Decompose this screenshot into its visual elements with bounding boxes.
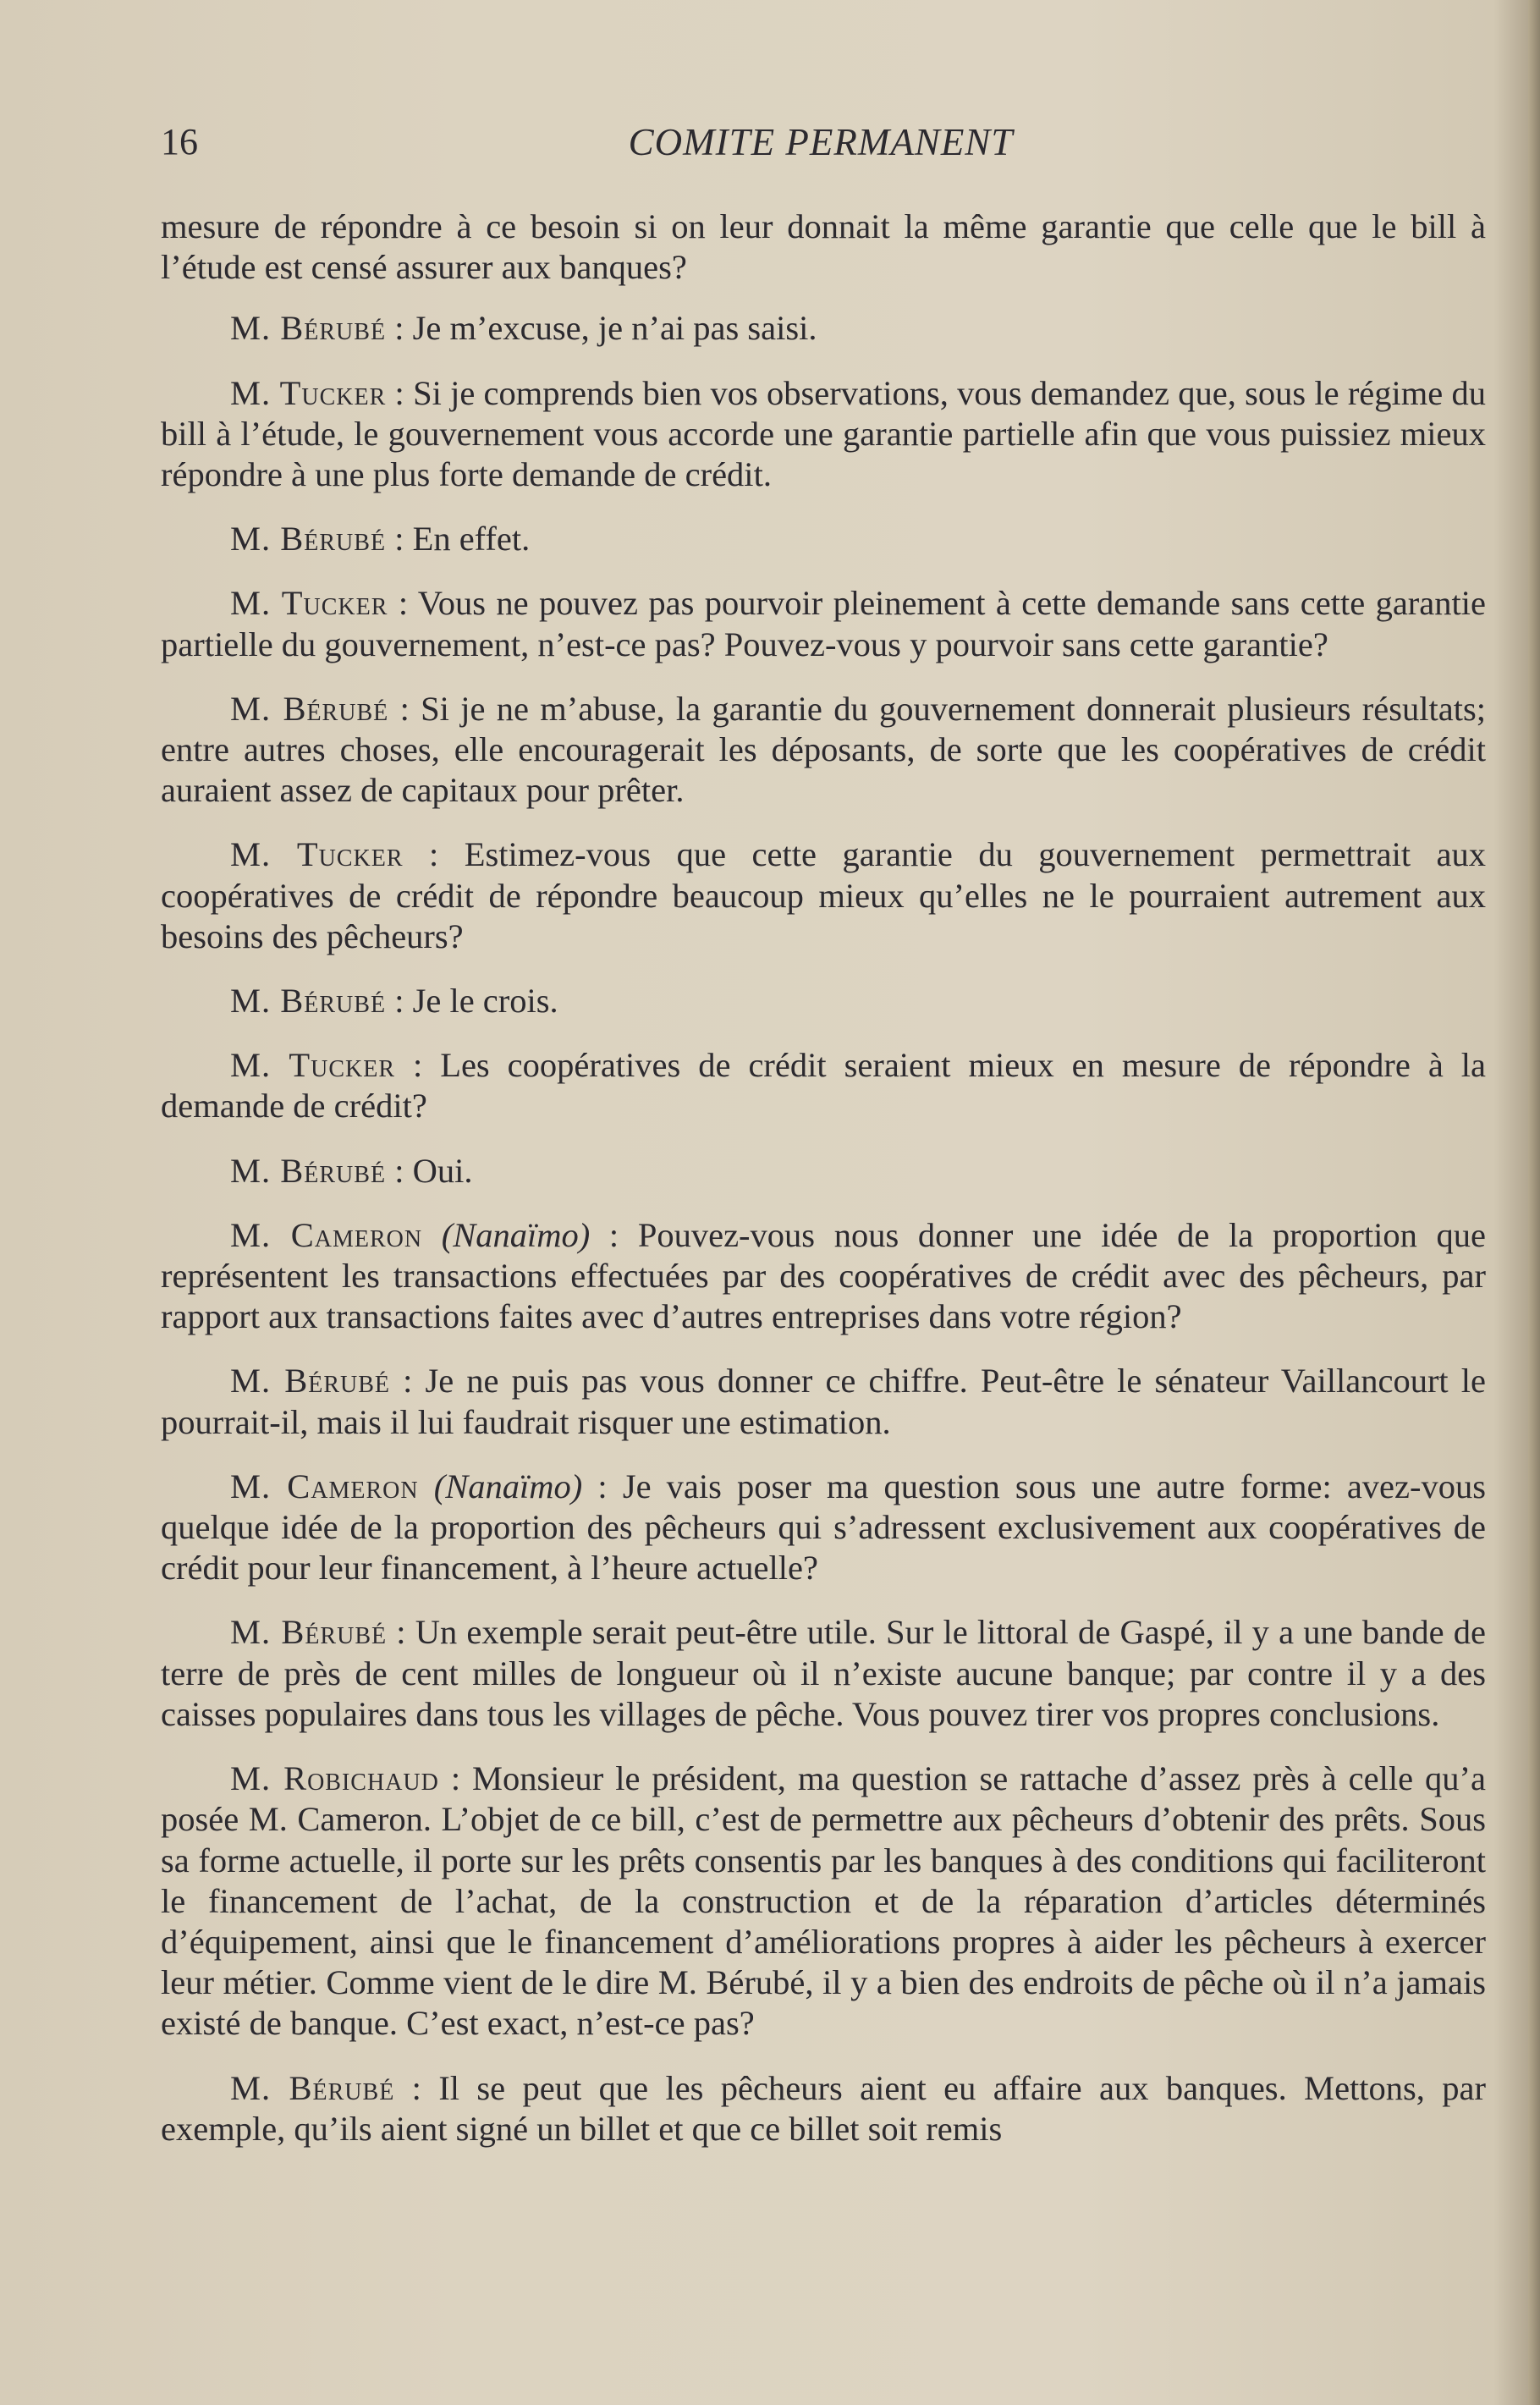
speaker-name: M. Bérubé — [230, 1613, 388, 1652]
speaker-separator: : — [394, 309, 404, 348]
speaker-name: M. Tucker — [230, 1046, 395, 1085]
page-number: 16 — [161, 121, 198, 162]
paragraph-text: Il se peut que les pêcheurs aient eu affaire aux banques. Mettons, par exemple, qu’ils aient signé un billet et que ce billet soit remis — [161, 2068, 1487, 2148]
speaker-name: M. Tucker — [230, 584, 388, 623]
speaker-name: M. Tucker — [230, 835, 404, 874]
transcript-body — [161, 206, 1486, 2173]
speaker-separator: : — [394, 982, 404, 1021]
speaker-name: M. Bérubé — [230, 2068, 395, 2107]
paragraph-text: Je vais poser ma question sous une autre forme: avez-vous quelque idée de la proportion des pêcheurs qui s’adressent exclusivement aux coopératives de crédit pour leur financement, à l’heure actuelle? — [161, 1467, 1486, 1588]
paragraph-text: Monsieur le président, ma question se rattache d’assez près à celle qu’a posée M. Cameron. L’objet de ce bill, c’est de permettre aux pêcheurs d’obtenir des prêts. Sous sa forme actuelle, il porte sur les prêts consentis par les banques à des conditions qui faciliteront le financement de l’achat, de la construction et de la réparation d’articles déterminés d’équipement, ainsi que le financement d’améliorations propres à aider les pêcheurs à exercer leur métier. Comme vient de le dire M. Bérubé, il y a bien des endroits de pêche où il n’a jamais existé de banque. C’est exact, n’est-ce pas? — [161, 1759, 1486, 2043]
paragraph — [161, 1151, 1486, 1191]
speaker-separator: : — [428, 835, 439, 874]
paragraph-text: Oui. — [412, 1151, 473, 1190]
paragraph-text: mesure de répondre à ce besoin si on leur donnait la même garantie que celle que le bill à l’étude est censé assurer aux banques? — [161, 207, 1486, 287]
paragraph — [161, 1361, 1486, 1442]
speaker-name: M. Cameron — [230, 1467, 419, 1505]
speaker-name: M. Cameron — [230, 1215, 423, 1254]
paragraph-text: Pouvez-vous nous donner une idée de la proportion que représentent les transactions effectuées par des coopératives de crédit avec des pêcheurs, par rapport aux transactions faites avec d’autres entreprises dans votre région? — [161, 1215, 1486, 1336]
paragraph — [161, 834, 1486, 957]
speaker-separator: : — [608, 1215, 619, 1254]
speaker-name: M. Robichaud — [230, 1759, 439, 1798]
paragraph — [161, 2068, 1486, 2149]
paragraph — [161, 308, 1486, 349]
paragraph-text: Estimez-vous que cette garantie du gouvernement permettrait aux coopératives de crédit de répondre beaucoup mieux qu’elles ne le pourraient autrement aux besoins des pêcheurs? — [161, 835, 1487, 955]
paragraph — [161, 206, 1486, 288]
speaker-separator: : — [398, 584, 409, 623]
paragraph-text: Si je comprends bien vos observations, vous demandez que, sous le régime du bill à l’étude, le gouvernement vous accorde une garantie partielle afin que vous puissiez mieux répondre à une plus forte demande de crédit. — [161, 373, 1487, 494]
running-head: COMITE PERMANENT — [628, 121, 1014, 163]
paragraph-text: Les coopératives de crédit seraient mieux en mesure de répondre à la demande de crédit? — [161, 1046, 1487, 1125]
speaker-separator: : — [394, 520, 404, 559]
speaker-separator: : — [450, 1759, 461, 1798]
speaker-name: M. Bérubé — [230, 309, 387, 348]
speaker-riding: (Nanaïmo) — [433, 1467, 583, 1505]
speaker-name: M. Bérubé — [230, 982, 387, 1021]
paragraph — [161, 1612, 1486, 1735]
paragraph-text: Un exemple serait peut-être utile. Sur le littoral de Gaspé, il y a une bande de terre de près de cent milles de longueur où il n’existe aucune banque; par contre il y a des caisses populaires dans tous les villages de pêche. Vous pouvez tirer vos propres conclusions. — [161, 1613, 1486, 1733]
speaker-separator: : — [412, 1046, 423, 1085]
speaker-separator: : — [403, 1362, 413, 1401]
page-header — [161, 117, 1481, 168]
speaker-name: M. Tucker — [230, 373, 387, 412]
speaker-name: M. Bérubé — [230, 520, 387, 559]
speaker-separator: : — [396, 1613, 406, 1652]
speaker-name: M. Bérubé — [230, 1151, 387, 1190]
page-edge-shadow — [1528, 0, 1540, 2405]
speaker-riding: (Nanaïmo) — [441, 1215, 591, 1254]
paragraph-text: En effet. — [412, 520, 531, 559]
speaker-separator: : — [399, 689, 410, 728]
paragraph — [161, 1758, 1486, 2044]
speaker-separator: : — [597, 1467, 608, 1505]
paragraph-text: Je le crois. — [412, 982, 558, 1021]
speaker-separator: : — [411, 2068, 421, 2107]
paragraph — [161, 1467, 1486, 1589]
speaker-separator: : — [394, 373, 404, 412]
paragraph-text: Si je ne m’abuse, la garantie du gouvernement donnerait plusieurs résultats; entre autres choses, elle encouragerait les déposants, de sorte que les coopératives de crédit auraient assez de capitaux pour prêter. — [161, 689, 1487, 810]
paragraph-text: Je m’excuse, je n’ai pas saisi. — [412, 309, 817, 348]
paragraph-text: Vous ne pouvez pas pourvoir pleinement à cette demande sans cette garantie partielle du gouvernement, n’est-ce pas? Pouvez-vous y pourvoir sans cette garantie? — [161, 584, 1486, 663]
speaker-name: M. Bérubé — [230, 1362, 391, 1401]
paragraph — [161, 689, 1486, 812]
speaker-name: M. Bérubé — [230, 689, 389, 728]
paragraph — [161, 1215, 1486, 1338]
paragraph — [161, 519, 1486, 559]
paragraph — [161, 981, 1486, 1021]
paragraph — [161, 373, 1486, 496]
paragraph — [161, 583, 1486, 664]
speaker-separator: : — [394, 1151, 404, 1190]
paragraph-text: Je ne puis pas vous donner ce chiffre. Peut-être le sénateur Vaillancourt le pourrait-il, mais il lui faudrait risquer une estimation. — [161, 1362, 1487, 1441]
paragraph — [161, 1045, 1486, 1126]
